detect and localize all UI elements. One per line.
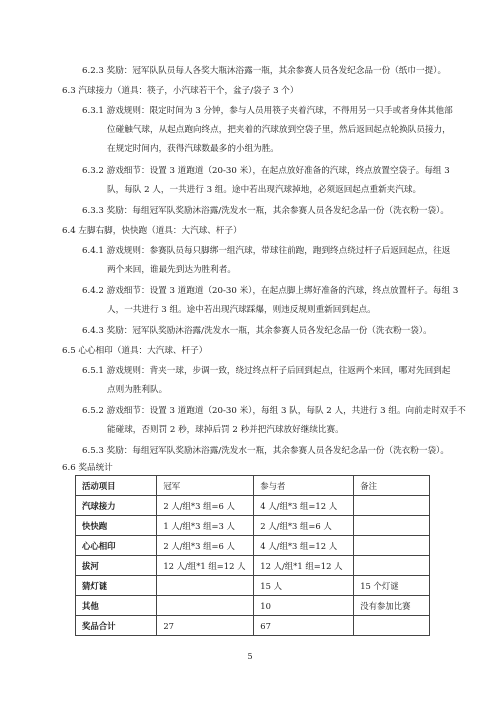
table-cell: 其他 [76,596,157,616]
table-cell [354,516,430,536]
table-cell: 12 人/组*1 组=12 人 [157,556,254,576]
heading-6-5: 6.5 心心相印（道具：大汽球、杆子） [62,346,208,356]
line-6-5-1: 6.5.1 游戏规则：背夹一球，步调一致，绕过终点杆子后回到起点，往返两个来回，哪对先回到起 [82,366,451,376]
table-cell: 27 [157,616,254,636]
table-row [76,576,430,596]
table-cell [157,576,254,596]
heading-6-3: 6.3 汽球接力（道具：筷子，小汽球若干个，盆子/袋子 3 个） [62,86,299,96]
line-6-5-3: 6.5.3 奖励：每组冠军队奖励沐浴露/洗发水一瓶，其余参赛人员各发纪念品一份（洗衣粉一袋）。 [82,446,449,456]
table-cell: 67 [254,616,354,636]
table-row [76,536,430,556]
table-header-row [76,476,430,496]
line-6-3-3: 6.3.3 奖励：每组冠军队奖励沐浴露/洗发水一瓶，其余参赛人员各发纪念品一份（洗衣粉一袋）。 [82,206,449,216]
table-header-cell: 活动项目 [76,476,157,496]
table-cell [354,556,430,576]
line-6-5-1-cont: 点则为胜利队。 [107,385,168,395]
table-row [76,596,430,616]
page-number: 5 [247,652,253,661]
table-header-cell: 冠军 [157,476,254,496]
table-row [76,496,430,516]
table-cell: 快快跑 [76,516,157,536]
line-6-3-2: 6.3.2 游戏细节：设置 3 道跑道（20-30 米），在起点放好准备的汽球，终点放置空袋子。每组 3 [82,166,450,176]
table-header-cell: 备注 [354,476,430,496]
table-cell [354,536,430,556]
line-6-3-1-cont2: 在规定时间内，获得汽球数最多的小组为胜。 [107,144,279,154]
table-cell: 15 人 [254,576,354,596]
table-cell [157,596,254,616]
table-cell: 2 人/组*3 组=6 人 [157,536,254,556]
table-cell: 12 人/组*1 组=12 人 [254,556,354,576]
line-6-5-2: 6.5.2 游戏细节：设置 3 道跑道（20-30 米），每组 3 队，每队 2 人，共进行 3 组。向前走时双手不 [82,406,466,416]
table-row [76,616,430,636]
table-row [76,556,430,576]
table-row [76,516,430,536]
table-cell: 15 个灯谜 [354,576,430,596]
heading-6-4: 6.4 左脚右脚，快快跑（道具：大汽球、杆子） [62,226,242,236]
line-6-5-2-cont: 能碰球，否则罚 2 秒，球掉后罚 2 秒并把汽球放好继续比赛。 [107,425,344,435]
line-6-3-1: 6.3.1 游戏规则：限定时间为 3 分钟，参与人员用筷子夹着汽球，不得用另一只手或者身体其他部 [82,106,453,116]
table-header-cell: 参与者 [254,476,354,496]
table-cell: 4 人/组*3 组=12 人 [254,536,354,556]
table-cell: 10 [254,596,354,616]
table-cell [354,616,430,636]
table-cell: 2 人/组*3 组=6 人 [157,496,254,516]
line-6-4-1-cont: 两个来回，谁最先到达为胜利者。 [107,265,236,275]
awards-table [75,475,430,636]
line-6-3-1-cont1: 位碰触气球，从起点跑向终点，把夹着的汽球放到空袋子里，然后返回起点轮换队员接力， [107,125,451,135]
table-cell: 拔河 [76,556,157,576]
line-6-2-3: 6.2.3 奖励：冠军队队员每人各奖大瓶沐浴露一瓶，其余参赛人员各发纪念品一份（纸巾一提）。 [82,66,447,76]
line-6-4-3: 6.4.3 奖励：冠军队奖励沐浴露/洗发水一瓶，其余参赛人员各发纪念品一份（洗衣粉一袋）。 [82,326,432,336]
line-6-4-2: 6.4.2 游戏细节：设置 3 道跑道（20-30 米），在起点脚上绑好准备的汽球，终点放置杆子。每组 3 [82,286,459,296]
table-cell: 奖品合计 [76,616,157,636]
line-6-4-2-cont: 人，一共进行 3 组。途中若出现汽球踩爆，则违反规则重新回到起点。 [107,305,376,315]
heading-6-6: 6.6 奖品统计 [62,463,113,473]
table-cell: 没有参加比赛 [354,596,430,616]
table-cell: 汽球接力 [76,496,157,516]
table-cell [354,496,430,516]
table-cell: 猜灯谜 [76,576,157,596]
table-cell: 心心相印 [76,536,157,556]
table-cell: 1 人/组*3 组=3 人 [157,516,254,536]
table-cell: 2 人/组*3 组=6 人 [254,516,354,536]
line-6-4-1: 6.4.1 游戏规则：参赛队员每只脚绑一组汽球，带球往前跑，跑到终点绕过杆子后返回起点，往返 [82,246,451,256]
line-6-3-2-cont: 队，每队 2 人，一共进行 3 组。途中若出现汽球掉地，必须返回起点重新夹汽球。 [107,185,422,195]
table-cell: 4 人/组*3 组=12 人 [254,496,354,516]
